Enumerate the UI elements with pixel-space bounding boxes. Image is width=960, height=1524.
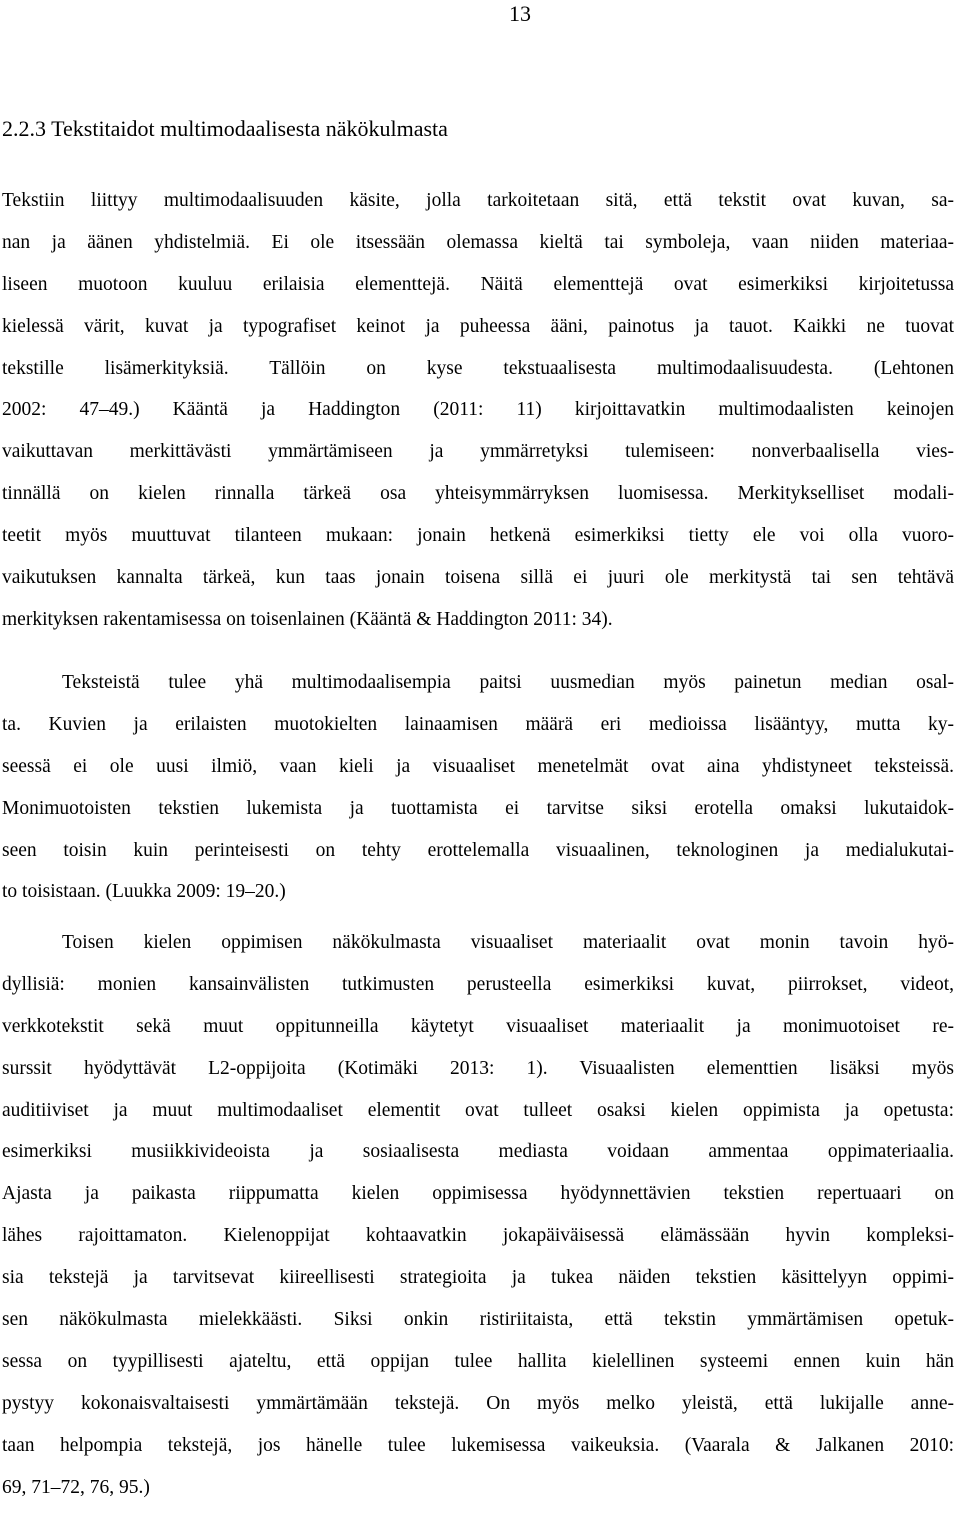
text-line: dyllisiä: monien kansainvälisten tutkimusten perusteella esimerkiksi kuvat, piirrokset, videot, [2,973,954,995]
paragraph-3 [2,922,954,1508]
text-line: surssit hyödyttävät L2-oppijoita (Kotimäki 2013: 1). Visuaalisten elementtien lisäksi myös [2,1057,954,1079]
text-line: Ajasta ja paikasta riippumatta kielen oppimisessa hyödynnettävien tekstien repertuaari on [2,1183,954,1205]
text-line: lähes rajoittamaton. Kielenoppijat kohtaavatkin jokapäiväisessä elämässään hyvin kompleksi- [2,1225,954,1247]
text-line: 2002: 47–49.) Kääntä ja Haddington (2011: 11) kirjoittavatkin multimodaalisten keinojen [2,399,954,421]
text-line: vaikuttavan merkittävästi ymmärtämiseen ja ymmärretyksi tulemiseen: nonverbaalisella vies- [2,441,954,463]
text-line: taan helpompia tekstejä, jos hänelle tulee lukemisessa vaikeuksia. (Vaarala & Jalkanen 2010: [2,1434,954,1456]
text-line: pystyy kokonaisvaltaisesti ymmärtämään tekstejä. On myös melko yleistä, että lukijalle anne- [2,1392,954,1414]
text-line: kielessä värit, kuvat ja typografiset keinot ja puheessa ääni, painotus ja tauot. Kaikki ne tuovat [2,315,954,337]
text-line: teetit myös muuttuvat tilanteen mukaan: jonain hetkenä esimerkiksi tietty ele voi olla vuoro- [2,525,954,547]
text-line: sia tekstejä ja tarvitsevat kiireellisesti strategioita ja tukea näiden tekstien käsittelyyn oppimi- [2,1267,954,1289]
text-line: Teksteistä tulee yhä multimodaalisempia paitsi uusmedian myös painetun median osal- [62,672,954,693]
text-line: tekstille lisämerkityksiä. Tällöin on kyse tekstuaalisesta multimodaalisuudesta. (Lehtonen [2,357,954,379]
paragraph-2 [2,662,954,913]
text-line: nan ja äänen yhdistelmiä. Ei ole itsessään olemassa kieltä tai symboleja, vaan niiden materiaa- [2,231,954,253]
text-line: merkityksen rakentamisessa on toisenlainen (Kääntä & Haddington 2011: 34). [2,608,613,630]
text-line: auditiiviset ja muut multimodaaliset elementit ovat tulleet osaksi kielen oppimista ja opetusta: [2,1099,954,1121]
text-line: ta. Kuvien ja erilaisten muotokielten lainaamisen määrä eri medioissa lisääntyy, mutta ky- [2,713,954,735]
section-heading: 2.2.3 Tekstitaidot multimodaalisesta näkökulmasta [2,116,448,141]
text-line: 69, 71–72, 76, 95.) [2,1476,150,1498]
text-line: seessä ei ole uusi ilmiö, vaan kieli ja visuaaliset menetelmät ovat aina yhdistyneet teksteissä. [2,755,954,777]
text-line: vaikutuksen kannalta tärkeä, kun taas jonain toisena sillä ei juuri ole merkitystä tai sen tehtävä [2,567,954,589]
text-line: Tekstiin liittyy multimodaalisuuden käsite, jolla tarkoitetaan sitä, että tekstit ovat kuvan, sa- [2,190,954,211]
text-line: to toisistaan. (Luukka 2009: 19–20.) [2,881,286,903]
text-line: seen toisin kuin perinteisesti on tehty erottelemalla visuaalinen, teknologinen ja medialukutai- [2,839,954,861]
text-line: verkkotekstit sekä muut oppitunneilla käytetyt visuaaliset materiaalit ja monimuotoiset re- [2,1015,954,1037]
text-line: liseen muotoon kuuluu erilaisia elementtejä. Näitä elementtejä ovat esimerkiksi kirjoitetussa [2,273,954,295]
text-line: sessa on tyypillisesti ajateltu, että oppijan tulee hallita kielellinen systeemi ennen kuin hän [2,1350,954,1372]
text-line: tinnällä on kielen rinnalla tärkeä osa yhteisymmärryksen luomisessa. Merkitykselliset modali- [2,483,954,505]
text-line: Toisen kielen oppimisen näkökulmasta visuaaliset materiaalit ovat monin tavoin hyö- [62,932,954,953]
paragraph-1 [2,180,954,641]
text-line: esimerkiksi musiikkivideoista ja sosiaalisesta mediasta voidaan ammentaa oppimateriaalia. [2,1141,954,1163]
text-line: Monimuotoisten tekstien lukemista ja tuottamista ei tarvitse siksi erotella omaksi lukutaidok- [2,797,954,819]
page-number: 13 [509,1,531,26]
text-line: sen näkökulmasta mielekkäästi. Siksi onkin ristiriitaista, että tekstin ymmärtämisen opetuk- [2,1309,954,1331]
